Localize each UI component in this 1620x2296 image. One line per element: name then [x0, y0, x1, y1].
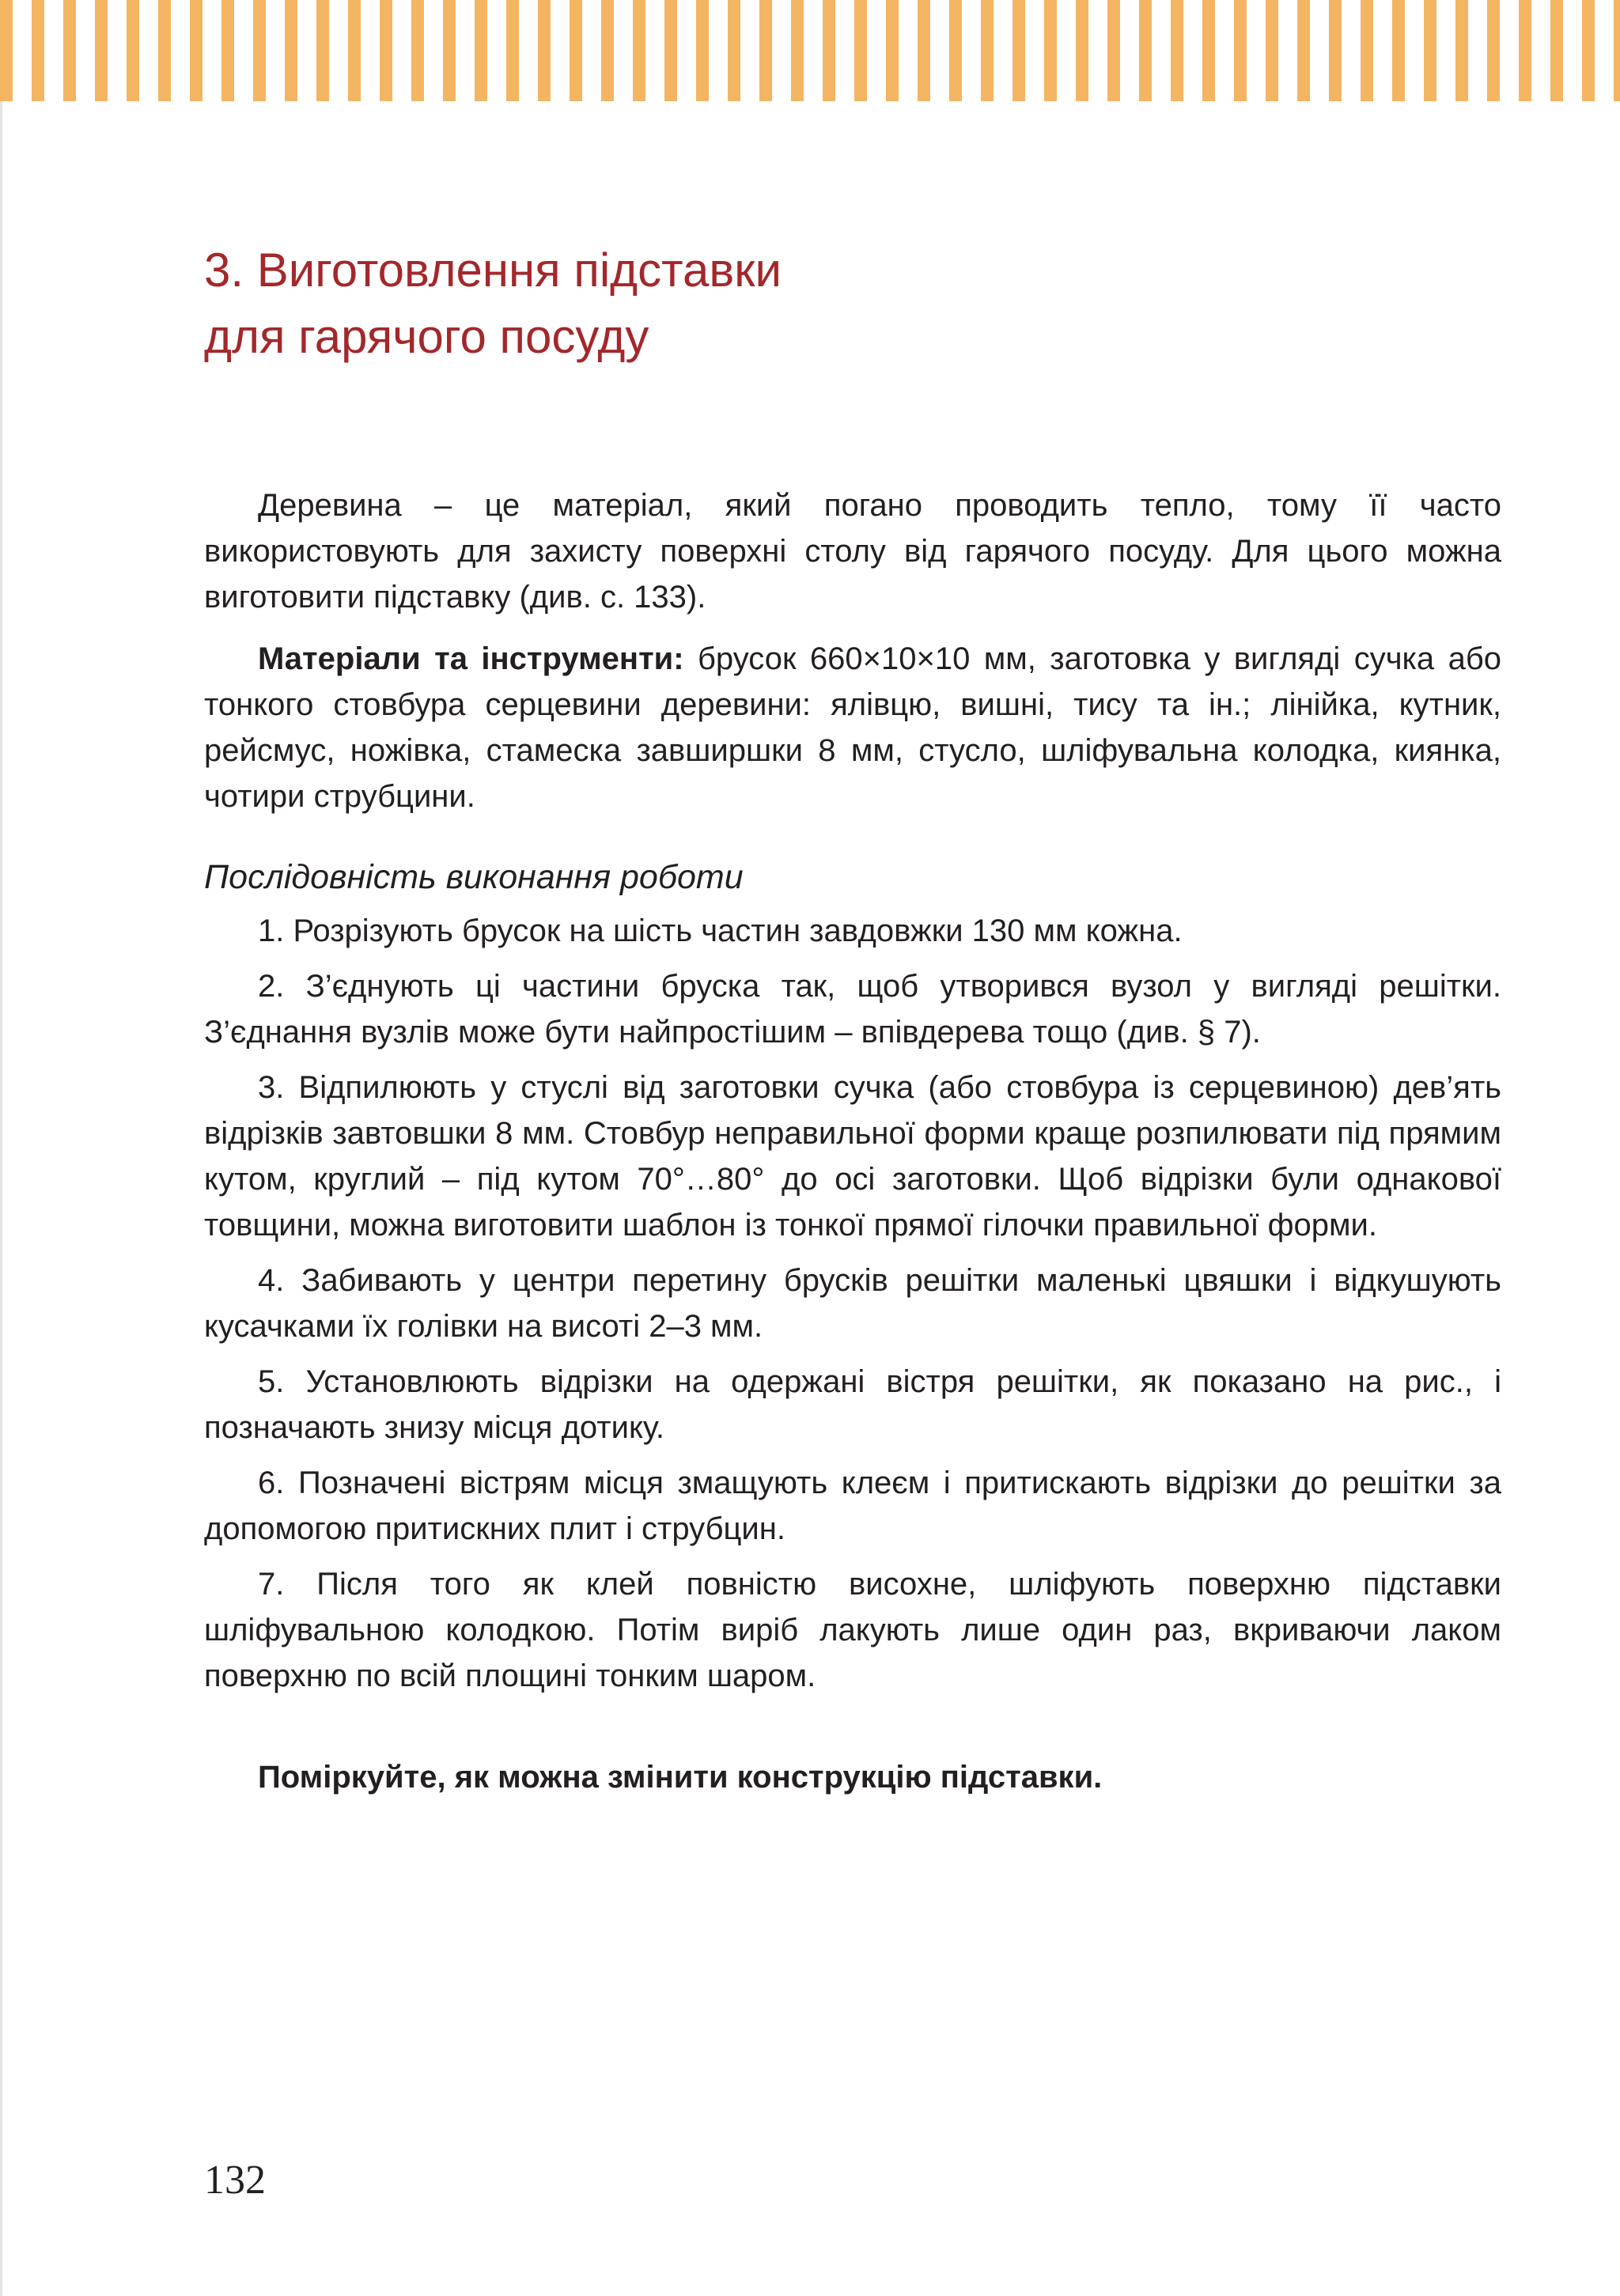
- step-item-3: 3. Відпилюють у стуслі від заготовки сучка (або стовбура із серцевиною) дев’ять відрізків завтовшки 8 мм. Стовбур неправильної форми краще розпилювати під прямим кутом, круглий – під кутом 70°…80° до осі заготовки. Щоб відрізки були однакової товщини, можна виготовити шаблон із тонкої прямої гілочки правильної форми.: [204, 1070, 1501, 1243]
- materials-paragraph: [204, 636, 1501, 819]
- page-content: [204, 237, 1501, 1800]
- decorative-stripe-band: [0, 0, 1620, 101]
- materials-text: брусок 660×10×10 мм, заготовка у вигляді сучка або тонкого стовбура серцевини деревини: ялівцю, вишні, тису та ін.; лінійка, кутник, рейсмус, ножівка, стамеска завширшки 8 мм, стусло, шліфувальна колодка, киянка, чотири струбцини.: [204, 641, 1501, 814]
- steps-list: [204, 908, 1501, 1699]
- step-item-6: 6. Позначені вістрям місця змащують клеєм і притискають відрізки до решітки за допомогою притискних плит і струбцин.: [204, 1466, 1501, 1546]
- section-title: [204, 237, 1501, 370]
- section-title-line-2: для гарячого посуду: [204, 310, 649, 363]
- section-title-line-1: 3. Виготовлення підставки: [204, 244, 782, 297]
- step-item-1: 1. Розрізують брусок на шість частин завдовжки 130 мм кожна.: [258, 913, 1183, 948]
- step-item-4: 4. Забивають у центри перетину брусків решітки маленькі цвяшки і відкушують кусачками їх голівки на висоті 2–3 мм.: [204, 1263, 1501, 1344]
- page-number: 132: [204, 2158, 266, 2203]
- reflection-question: Поміркуйте, як можна змінити конструкцію підставки.: [258, 1760, 1103, 1795]
- step-item-7: 7. Після того як клей повністю висохне, шліфують поверхню підставки шліфувальною колодкою. Потім виріб лакують лише один раз, вкриваючи лаком поверхню по всій площині тонким шаром.: [204, 1567, 1501, 1693]
- materials-label: Матеріали та інструменти:: [258, 641, 684, 676]
- page-edge-rule: [0, 101, 2, 2296]
- step-item-5: 5. Установлюють відрізки на одержані вістря решітки, як показано на рис., і позначають знизу місця дотику.: [204, 1364, 1501, 1445]
- intro-paragraph: Деревина – це матеріал, який погано проводить тепло, тому її часто використовують для захисту поверхні столу від гарячого посуду. Для цього можна виготовити підставку (див. с. 133).: [204, 488, 1501, 615]
- sequence-heading: Послідовність виконання роботи: [204, 858, 744, 896]
- step-item-2: 2. З’єднують ці частини бруска так, щоб утворився вузол у вигляді решітки. З’єднання вузлів може бути найпростішим – впівдерева тощо (див. § 7).: [204, 969, 1501, 1050]
